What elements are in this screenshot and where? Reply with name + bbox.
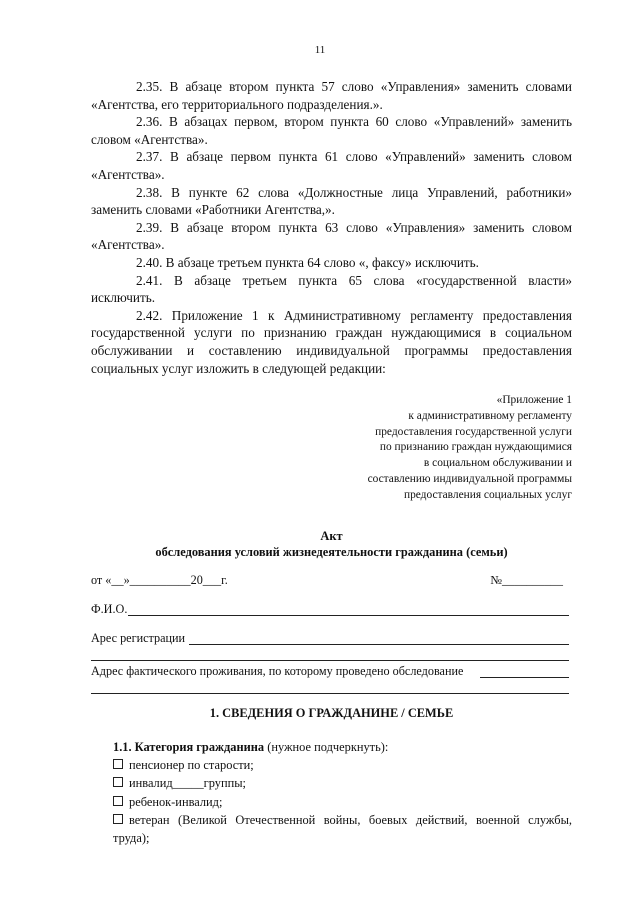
paragraph-2-39: 2.39. В абзаце втором пункта 63 слово «Управления» заменить словом «Агентства». [91, 219, 572, 253]
amendment-paragraphs [91, 78, 572, 377]
registration-extra-line[interactable] [91, 660, 569, 661]
appendix-line: предоставления социальных услуг [403, 488, 572, 501]
appendix-line: предоставления государственной услуги [375, 425, 572, 438]
paragraph-2-36: 2.36. В абзацах первом, втором пункта 60 слово «Управлений» заменить словом «Агентства». [91, 114, 572, 147]
appendix-line: в социальном обслуживании и [423, 457, 572, 470]
checkbox-icon[interactable] [113, 814, 123, 824]
section-1-title: 1. СВЕДЕНИЯ О ГРАЖДАНИНЕ / СЕМЬЕ [209, 706, 454, 720]
category-option[interactable] [91, 793, 572, 811]
category-heading-bold: 1.1. Категория гражданина [113, 740, 265, 754]
category-heading [91, 738, 572, 756]
paragraph-2-41: 2.41. В абзаце третьем пункта 65 слова «государственной власти» исключить. [91, 272, 572, 306]
checkbox-icon[interactable] [113, 759, 123, 769]
appendix-line: составлению индивидуальной программы [367, 472, 572, 485]
appendix-heading [330, 393, 572, 504]
appendix-line: к административному регламенту [408, 409, 572, 422]
category-option[interactable] [91, 756, 572, 774]
category-option-label: пенсионер по старости; [129, 758, 254, 773]
category-option-label: ребенок-инвалид; [129, 794, 223, 809]
category-option[interactable] [91, 811, 572, 847]
actual-address-label: Адрес фактического проживания, по которому проведено обследование [91, 664, 464, 678]
act-title-block [91, 528, 572, 560]
fio-input-line[interactable] [128, 615, 569, 616]
appendix-line: «Приложение 1 [496, 394, 572, 406]
fio-label: Ф.И.О. [91, 602, 128, 616]
category-option-label: ветеран (Великой Отечественной войны, боевых действий, военной службы, труда); [113, 812, 572, 846]
paragraph-2-40: 2.40. В абзаце третьем пункта 64 слово «, факсу» исключить. [136, 254, 479, 270]
checkbox-icon[interactable] [113, 796, 123, 806]
paragraph-2-42: 2.42. Приложение 1 к Административному регламенту предоставления государственной услуги по признанию граждан нуждающимися в социальном обслуживании и составлению индивидуальной программы предоставления социальных услуг изложить в следующей редакции: [91, 307, 572, 376]
act-subtitle: обследования условий жизнедеятельности гражданина (семьи) [155, 545, 508, 559]
paragraph-2-35: 2.35. В абзаце втором пункта 57 слово «Управления» заменить словами «Агентства, его территориального подразделения.». [91, 79, 572, 112]
act-title: Акт [320, 529, 343, 543]
date-field[interactable]: от «__»__________20___г. [91, 573, 228, 587]
paragraph-2-38: 2.38. В пункте 62 слова «Должностные лица Управлений, работники» заменить словами «Работники Агентства,». [91, 184, 572, 218]
actual-address-input-line[interactable] [480, 677, 569, 678]
registration-input-line[interactable] [189, 644, 569, 645]
paragraph-2-37: 2.37. В абзаце первом пункта 61 слово «Управлений» заменить словом «Агентства». [91, 149, 572, 182]
category-option[interactable] [91, 774, 572, 792]
category-block [91, 738, 572, 847]
page-number: 11 [314, 44, 326, 56]
actual-address-extra-line[interactable] [91, 693, 569, 694]
appendix-line: по признанию граждан нуждающимися [379, 441, 572, 454]
category-heading-note: (нужное подчеркнуть): [264, 740, 389, 754]
category-option-label: инвалид_____группы; [129, 776, 246, 791]
date-row [91, 573, 572, 588]
registration-label: Арес регистрации [91, 631, 186, 645]
act-number-field[interactable]: №__________ [490, 573, 563, 587]
checkbox-icon[interactable] [113, 777, 123, 787]
